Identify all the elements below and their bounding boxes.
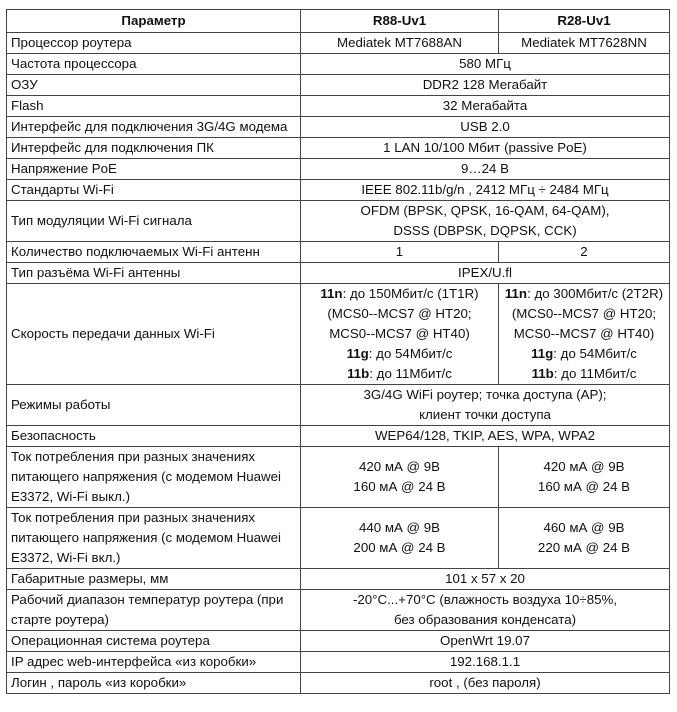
value-cell-model-1: Mediatek MT7688AN	[301, 33, 499, 54]
value-line: -20°C...+70°C (влажность воздуха 10÷85%,	[352, 592, 618, 607]
header-model-1: R88-Uv1	[301, 10, 499, 33]
table-row	[7, 117, 670, 138]
speed-line-11b	[305, 364, 494, 384]
header-param: Параметр	[7, 10, 301, 33]
value-cell-model-2: Mediatek MT7628NN	[499, 33, 670, 54]
param-cell: Операционная система роутера	[7, 631, 301, 652]
value-cell-model-1	[301, 447, 499, 508]
table-row	[7, 54, 670, 75]
table-row	[7, 33, 670, 54]
value-cell-model-2	[499, 284, 670, 385]
value-line: OFDM (BPSK, QPSK, 16-QAM, 64-QAM),	[360, 203, 610, 218]
param-cell: Количество подключаемых Wi-Fi антенн	[7, 242, 301, 263]
param-cell: Тип модуляции Wi-Fi сигнала	[7, 201, 301, 242]
value-cell: 32 Мегабайта	[301, 96, 670, 117]
table-row	[7, 426, 670, 447]
param-cell: Рабочий диапазон температур роутера (при старте роутера)	[7, 590, 301, 631]
param-cell: Частота процессора	[7, 54, 301, 75]
value-line: 160 мА @ 24 В	[353, 479, 446, 494]
value-cell: DDR2 128 Мегабайт	[301, 75, 670, 96]
value-line: 460 мА @ 9В	[543, 520, 625, 535]
speed-line-11n	[503, 284, 665, 304]
speed-line-11g	[305, 344, 494, 364]
value-cell: USB 2.0	[301, 117, 670, 138]
speed-text: : до 11Мбит/с	[553, 366, 637, 381]
table-row	[7, 447, 670, 508]
value-line: 3G/4G WiFi роутер; точка доступа (AP);	[363, 387, 607, 402]
value-cell: IPEX/U.fl	[301, 263, 670, 284]
value-cell: root , (без пароля)	[301, 673, 670, 694]
value-line: 420 мА @ 9В	[543, 459, 625, 474]
param-cell: Интерфейс для подключения 3G/4G модема	[7, 117, 301, 138]
standard-label: 11n	[320, 286, 343, 301]
param-cell: Габаритные размеры, мм	[7, 569, 301, 590]
speed-line: (MCS0--MCS7 @ HT20;	[327, 306, 472, 321]
param-cell: IP адрес web-интерфейса «из коробки»	[7, 652, 301, 673]
table-row	[7, 385, 670, 426]
table-row	[7, 673, 670, 694]
table-row	[7, 242, 670, 263]
spec-table-container	[6, 9, 670, 694]
speed-line-11b	[503, 364, 665, 384]
value-cell: 192.168.1.1	[301, 652, 670, 673]
param-cell: ОЗУ	[7, 75, 301, 96]
param-cell: Тип разъёма Wi-Fi антенны	[7, 263, 301, 284]
value-cell: 1 LAN 10/100 Мбит (passive PoE)	[301, 138, 670, 159]
speed-line: MCS0--MCS7 @ HT40)	[329, 326, 470, 341]
param-cell: Безопасность	[7, 426, 301, 447]
value-line: без образования конденсата)	[393, 612, 577, 627]
param-cell: Напряжение PoE	[7, 159, 301, 180]
value-cell-model-2	[499, 447, 670, 508]
table-row	[7, 652, 670, 673]
standard-label: 11g	[531, 346, 554, 361]
value-cell	[301, 385, 670, 426]
standard-label: 11b	[347, 366, 370, 381]
table-row	[7, 201, 670, 242]
table-row	[7, 75, 670, 96]
value-cell: WEP64/128, TKIP, AES, WPA, WPA2	[301, 426, 670, 447]
speed-text: : до 54Мбит/с	[553, 346, 637, 361]
value-cell-model-1: 1	[301, 242, 499, 263]
speed-line: MCS0--MCS7 @ HT40)	[513, 326, 655, 341]
value-line: 160 мА @ 24 В	[537, 479, 631, 494]
param-cell: Flash	[7, 96, 301, 117]
value-cell: IEEE 802.11b/g/n , 2412 МГц ÷ 2484 МГц	[301, 180, 670, 201]
speed-text: : до 150Мбит/с (1T1R)	[342, 286, 479, 301]
param-cell: Ток потребления при разных значениях питающего напряжения (с модемом Huawei E3372, Wi-Fi выкл.)	[7, 447, 301, 508]
value-cell: 9…24 В	[301, 159, 670, 180]
value-cell: 101 x 57 x 20	[301, 569, 670, 590]
value-cell	[301, 201, 670, 242]
value-line: DSSS (DBPSK, DQPSK, CCK)	[393, 223, 577, 238]
table-row	[7, 284, 670, 385]
table-row	[7, 508, 670, 569]
table-row	[7, 569, 670, 590]
table-row	[7, 180, 670, 201]
param-cell: Стандарты Wi-Fi	[7, 180, 301, 201]
value-cell	[301, 590, 670, 631]
param-cell: Логин , пароль «из коробки»	[7, 673, 301, 694]
param-cell: Процессор роутера	[7, 33, 301, 54]
value-line: 200 мА @ 24 В	[353, 540, 446, 555]
value-cell-model-2	[499, 508, 670, 569]
header-model-2: R28-Uv1	[499, 10, 670, 33]
param-cell: Ток потребления при разных значениях питающего напряжения (с модемом Huawei E3372, Wi-Fi вкл.)	[7, 508, 301, 569]
table-row	[7, 96, 670, 117]
speed-text: : до 11Мбит/с	[369, 366, 452, 381]
value-cell: 580 МГц	[301, 54, 670, 75]
value-line: 440 мА @ 9В	[358, 520, 441, 535]
param-cell: Интерфейс для подключения ПК	[7, 138, 301, 159]
speed-text: : до 300Мбит/с (2T2R)	[527, 286, 664, 301]
param-cell: Скорость передачи данных Wi-Fi	[7, 284, 301, 385]
speed-line: (MCS0--MCS7 @ HT20;	[511, 306, 657, 321]
table-row	[7, 159, 670, 180]
value-cell-model-1	[301, 284, 499, 385]
param-cell: Режимы работы	[7, 385, 301, 426]
table-row	[7, 138, 670, 159]
value-cell-model-1	[301, 508, 499, 569]
value-line: 420 мА @ 9В	[358, 459, 441, 474]
value-line: 220 мА @ 24 В	[537, 540, 631, 555]
speed-text: : до 54Мбит/с	[368, 346, 453, 361]
value-cell: OpenWrt 19.07	[301, 631, 670, 652]
standard-label: 11g	[346, 346, 369, 361]
spec-table	[6, 9, 670, 694]
table-row	[7, 263, 670, 284]
standard-label: 11b	[531, 366, 554, 381]
table-row	[7, 590, 670, 631]
standard-label: 11n	[504, 286, 528, 301]
speed-line-11g	[503, 344, 665, 364]
speed-line-11n	[305, 284, 494, 304]
value-line: клиент точки доступа	[419, 407, 551, 422]
table-row	[7, 631, 670, 652]
value-cell-model-2: 2	[499, 242, 670, 263]
table-header-row	[7, 10, 670, 33]
